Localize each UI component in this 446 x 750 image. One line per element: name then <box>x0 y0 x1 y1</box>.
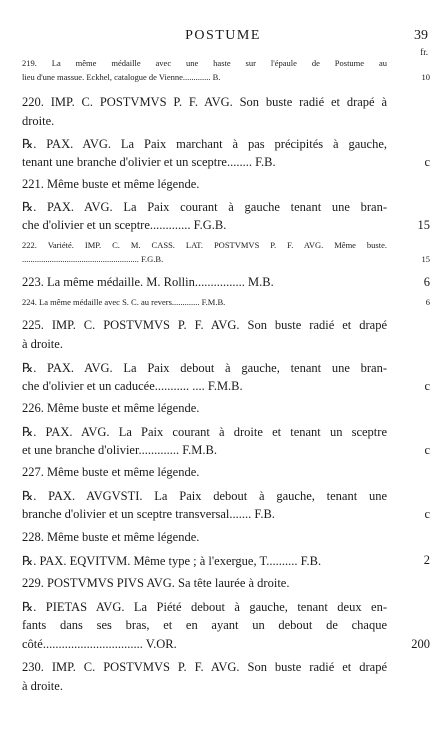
entry-line: 222. Variété. IMP. C. M. CASS. LAT. POSTVMVS P. F. AVG. Même buste. <box>22 240 387 250</box>
entry-value: 2 <box>423 553 430 567</box>
entry-value: c <box>424 379 430 393</box>
entry-line: 227. Même buste et même légende. <box>22 465 200 479</box>
entry-value: c <box>424 155 430 169</box>
column-label: fr. <box>420 47 428 57</box>
entry-line: et une branche d'olivier............. F.M.B. <box>22 443 217 457</box>
entry-value: c <box>424 443 430 457</box>
entry-line: ℞. PIETAS AVG. La Piété debout à gauche, tenant deux en- <box>22 600 387 614</box>
entry-value: 6 <box>425 297 430 307</box>
entry-line: ℞. PAX. EQVITVM. Même type ; à l'exergue, T.......... F.B. <box>22 554 322 568</box>
entry-line: 223. La même médaille. M. Rollin................ M.B. <box>22 275 274 289</box>
entry-line: che d'olivier et un sceptre............. F.G.B. <box>22 218 227 232</box>
entry-line: 219. La même médaille avec une haste sur l'épaule de Postume au <box>22 58 387 68</box>
entry-line: ℞. PAX. AVGVSTI. La Paix debout à gauche, tenant une <box>22 489 387 503</box>
entry-line: ℞. PAX. AVG. La Paix courant à gauche tenant une bran- <box>22 200 387 214</box>
entry-line: 220. IMP. C. POSTVMVS P. F. AVG. Son buste radié et drapé à <box>22 95 387 109</box>
entry-line: ℞. PAX. AVG. La Paix courant à droite et tenant un sceptre <box>22 425 387 439</box>
entry-line: tenant une branche d'olivier et un sceptre........ F.B. <box>22 155 276 169</box>
entry-value: 15 <box>421 254 430 264</box>
entry-line: à droite. <box>22 337 63 351</box>
page-number: 39 <box>414 28 428 43</box>
entry-line: 230. IMP. C. POSTVMVS P. F. AVG. Son buste radié et drapé <box>22 660 387 674</box>
entry-value: 200 <box>411 637 430 651</box>
entry-line: 228. Même buste et même légende. <box>22 530 200 544</box>
entry-value: c <box>424 507 430 521</box>
entry-line: côté................................ V.OR. <box>22 637 177 651</box>
entry-value: 6 <box>423 275 430 289</box>
entry-line: 221. Même buste et même légende. <box>22 177 200 191</box>
entry-line: ℞. PAX. AVG. La Paix debout à gauche, tenant une bran- <box>22 361 387 375</box>
entry-line: branche d'olivier et un sceptre transversal....... F.B. <box>22 507 275 521</box>
entry-line: droite. <box>22 114 55 128</box>
entry-line: 225. IMP. C. POSTVMVS P. F. AVG. Son buste radié et drapé <box>22 318 387 332</box>
entry-line: ℞. PAX. AVG. La Paix marchant à pas précipités à gauche, <box>22 137 387 151</box>
entry-value: 10 <box>421 72 430 82</box>
entry-line: 224. La même médaille avec S. C. au revers............. F.M.B. <box>22 297 226 307</box>
entry-line: fants dans ses bras, et en ayant un debout de chaque <box>22 618 387 632</box>
entry-line: 229. POSTVMVS PIVS AVG. Sa tête laurée à droite. <box>22 576 290 590</box>
entry-value: 15 <box>417 218 430 232</box>
entry-line: che d'olivier et un caducée........... .... F.M.B. <box>22 379 243 393</box>
entry-line: 226. Même buste et même légende. <box>22 401 200 415</box>
page-title: POSTUME <box>185 28 261 43</box>
entry-line: à droite. <box>22 679 63 693</box>
entry-line: ....................................................... F.G.B. <box>22 254 164 264</box>
entry-line: lieu d'une massue. Eckhel, catalogue de Vienne............. B. <box>22 72 221 82</box>
